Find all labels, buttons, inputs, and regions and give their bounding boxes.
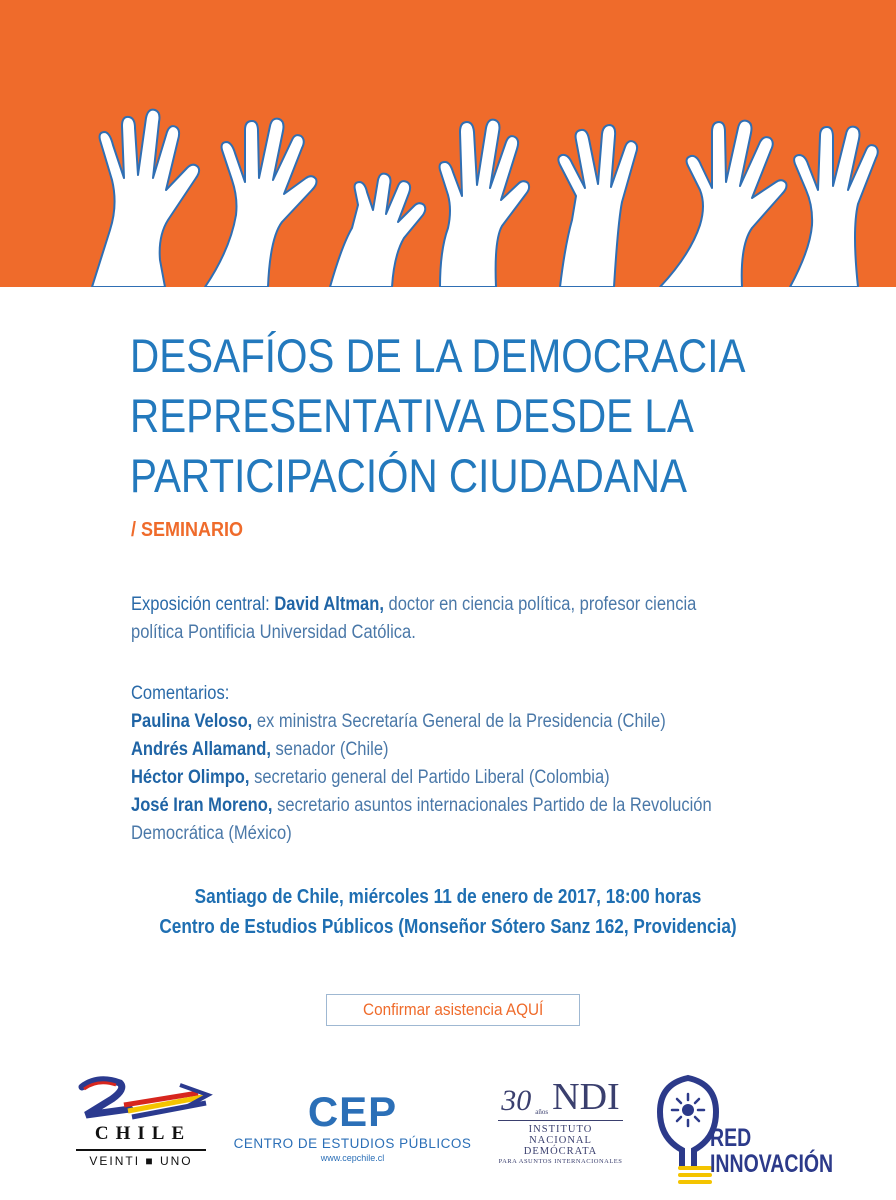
keynote-label: Exposición central: <box>131 594 270 615</box>
cep-name: CENTRO DE ESTUDIOS PÚBLICOS <box>233 1136 472 1151</box>
ndi-years-label: años <box>535 1108 549 1116</box>
chile21-sub: VEINTI ■ UNO <box>89 1154 193 1168</box>
commenter-row <box>131 708 792 736</box>
raised-hands-illustration <box>0 0 896 287</box>
ndi-years-number: 30 <box>501 1084 532 1117</box>
red-innovacion-logo <box>652 1066 852 1186</box>
commenter-role: ex ministra Secretaría General de la Presidencia (Chile) <box>256 711 666 732</box>
keynote-desc: doctor en ciencia política, profesor ciencia <box>388 594 697 615</box>
seminar-label: / SEMINARIO <box>131 519 244 541</box>
ndi-line1: INSTITUTO <box>528 1124 593 1135</box>
ndi-logo <box>488 1078 633 1180</box>
event-date: Santiago de Chile, miércoles 11 de enero de 2017, 18:00 horas <box>194 886 702 908</box>
rsvp-button[interactable] <box>326 994 580 1026</box>
red-word: RED <box>710 1124 752 1152</box>
ndi-line2: NACIONAL <box>529 1135 592 1146</box>
chile21-word: CHILE <box>94 1123 192 1144</box>
commenter-row <box>131 764 792 792</box>
cep-abbr: CEP <box>307 1088 398 1135</box>
commenter-role-cont: Democrática (México) <box>131 823 292 844</box>
event-venue: Centro de Estudios Públicos (Monseñor Sótero Sanz 162, Providencia) <box>159 916 737 938</box>
chile21-rule <box>76 1149 206 1151</box>
title-line: REPRESENTATIVA DESDE LA <box>130 389 694 442</box>
ndi-line4: PARA ASUNTOS INTERNACIONALES <box>498 1158 623 1165</box>
keynote-desc-cont: política Pontificia Universidad Católica. <box>131 622 416 643</box>
innovacion-word: INNOVACIÓN <box>710 1150 834 1178</box>
title-line: DESAFÍOS DE LA DEMOCRACIA <box>130 329 746 382</box>
commenter-name: Paulina Veloso, <box>131 711 253 732</box>
commenter-name: Héctor Olimpo, <box>131 767 250 788</box>
ndi-line3: DEMÓCRATA <box>523 1146 598 1157</box>
event-details <box>0 882 896 942</box>
commenter-role: secretario general del Partido Liberal (Colombia) <box>254 767 610 788</box>
commenter-name: Andrés Allamand, <box>131 739 271 760</box>
chile21-logo <box>68 1075 213 1185</box>
title-line: PARTICIPACIÓN CIUDADANA <box>130 449 687 502</box>
keynote-block <box>131 591 792 647</box>
rsvp-label: Confirmar asistencia AQUÍ <box>362 1000 544 1019</box>
commenter-role: senador (Chile) <box>275 739 389 760</box>
keynote-speaker: David Altman, <box>274 594 384 615</box>
hands-banner <box>0 0 896 287</box>
commenter-row <box>131 792 792 820</box>
comments-heading: Comentarios: <box>131 683 230 704</box>
cep-url: www.cepchile.cl <box>320 1153 385 1163</box>
commenter-name: José Iran Moreno, <box>131 795 273 816</box>
commenter-row <box>131 736 792 764</box>
commenters-block <box>131 680 792 848</box>
commenter-role: secretario asuntos internacionales Partido de la Revolución <box>277 795 712 816</box>
seminar-title <box>130 326 766 506</box>
chile21-mark-icon <box>68 1075 213 1125</box>
ndi-rule <box>498 1120 623 1121</box>
cep-logo <box>225 1090 480 1180</box>
ndi-abbr: NDI <box>552 1076 620 1118</box>
